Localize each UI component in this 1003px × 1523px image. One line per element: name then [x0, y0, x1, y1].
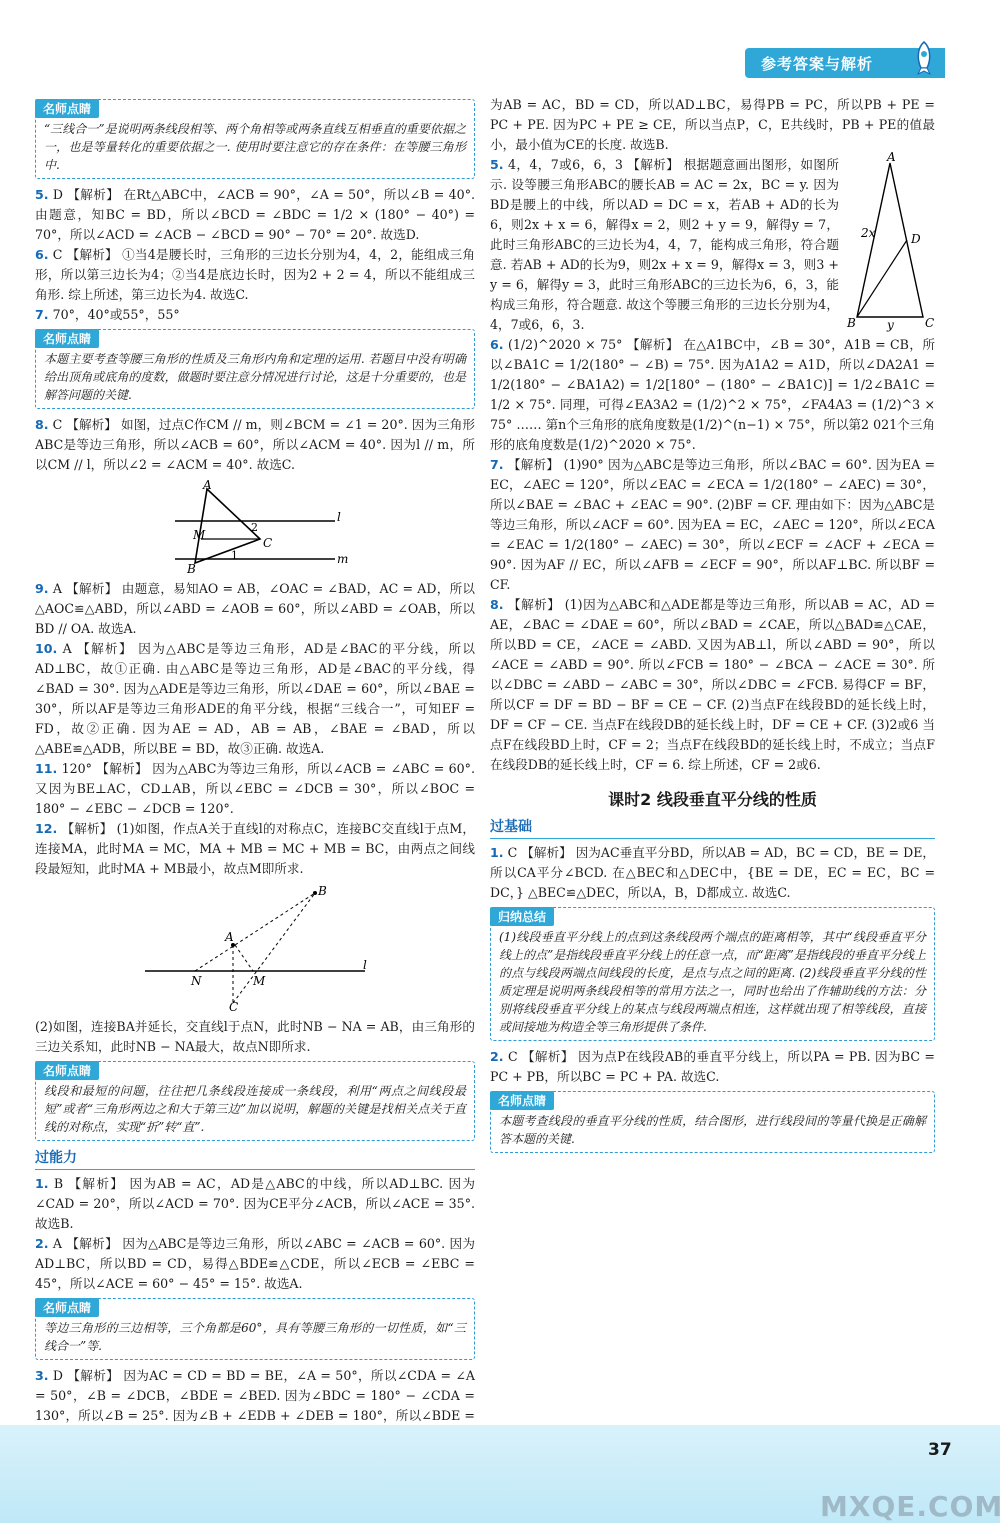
svg-text:B: B [318, 884, 327, 898]
header-bar [745, 48, 945, 78]
answer-c5-block [490, 150, 935, 335]
tip-text: 线段和最短的问题，往往把几条线段连接成一条线段，利用“两点之间线段最短”或者“三角形两边之和大于第三边”加以说明，解题的关键是找相关点关于直线的对称点，实现“折”转“直”. [44, 1084, 466, 1134]
svg-text:C: C [229, 1000, 239, 1014]
answer-9: 9. A 【解析】 由题意，易知AO = AB，∠OAC = ∠BAD，AC = AD，所以△AOC≌△ABD，所以∠ABD = ∠AOB = 60°，所以∠ABD = ∠OAB，所以BD // OA. 故选A. [35, 581, 475, 636]
lesson-title: 课时2 线段垂直平分线的性质 [608, 790, 817, 809]
answer-8: 8. C 【解析】 如图，过点C作CM // m，则∠BCM = ∠1 = 20°. 因为三角形ABC是等边三角形，所以∠ACB = 60°，所以∠ACM = 40°. 因为l // m，所以CM // l，所以∠2 = ∠ACM = 40°. 故选C. [35, 417, 475, 472]
tip-label: 名师点睛 [35, 99, 99, 118]
answer-c4-cont: 为AB = AC，BD = CD，所以AD⊥BC，易得PB = PC，所以PB + PE = PC + PE. 因为PC + PE ≥ CE，所以当点P，C，E共线时，PB + PE的值最小，最小值为CE的长度. 故选B. [490, 97, 935, 152]
answer-c2: 2. A 【解析】 因为△ABC是等边三角形，所以∠ABC = ∠ACB = 60°. 因为AD⊥BC，所以BD = CD，易得△BDE≌△CDE，所以∠ECB = ∠EBC = 45°，所以∠ACE = 60° − 45° = 15°. 故选A. [35, 1236, 475, 1291]
svg-text:C: C [925, 316, 935, 330]
summary-label: 归纳总结 [490, 907, 554, 926]
svg-text:A: A [203, 478, 212, 492]
tip-text: “三线合一”是说明两条线段相等、两个角相等或两条直线互相垂直的重要依据之一，也是等量转化的重要依据之一. 使用时要注意它的存在条件：在等腰三角形中. [44, 122, 466, 172]
answer-11: 11. 120° 【解析】 因为△ABC为等边三角形，所以∠ACB = ∠ABC = 60°. 又因为BE⊥AC，CD⊥AB，所以∠EBC = ∠DCB = 30°，所以∠BOC = 180° − ∠EBC − ∠DCB = 120°. [35, 761, 475, 816]
answer-5: 5. D 【解析】 在Rt△ABC中，∠ACB = 90°，∠A = 50°，所以∠B = 40°. 由题意，知BC = BD，所以∠BCD = ∠BDC = 1/2 × (180° − 40°) = 70°，所以∠ACD = ∠ACB − ∠BCD = 90° − 70° = 20°. 故选D. [35, 187, 475, 242]
svg-text:m: m [337, 552, 349, 566]
tip-label: 名师点睛 [490, 1091, 554, 1110]
answer-12b: (2)如图，连接BA并延长，交直线l于点N，此时NB − NA = AB，由三角形的三边关系知，此时NB − NA最大，故点N即所求. [35, 1019, 475, 1054]
tip-box-1 [35, 99, 475, 179]
answer-c7: 7. 【解析】 (1)90° 因为△ABC是等边三角形，所以∠BAC = 60°. 因为EA = EC，∠AEC = 120°，所以∠EAC = ∠ECA = 1/2(180° − ∠AEC) = 30°，所以∠BAE = ∠BAC + ∠EAC = 90°. (2)BF = CF. 理由如下：因为△ABC是等边三角形，所以∠ACF = 60°. 因为EA = EC，∠AEC = 120°，所以∠ECA = ∠EAC = 1/2(180° − ∠AEC) = 30°，所以∠ECF = ∠ACF + ∠ECA = 90°. 因为AF // EC，所以∠AFB = ∠ECF = 90°，所以AF⊥BC. 所以BF = CF. [490, 457, 935, 592]
tip-label: 名师点睛 [35, 1061, 99, 1080]
summary-text: (1)线段垂直平分线上的点到这条线段两个端点的距离相等，其中“线段垂直平分线上的点”是指线段垂直平分线上的任意一点，而“距离”是指线段的垂直平分线上的点与线段两端点间线段的长度，是点与点之间的距离. (2)线段垂直平分线的性质定理是说明两条线段相等的常用方法之一，同时也给出了作辅助线的方法：分别将线段垂直平分线上的某点与线段两端点相连，这样就出现了相等线段，直接或间接地为构造全等三角形提供了条件. [499, 930, 926, 1034]
summary-box [490, 907, 935, 1041]
svg-text:2: 2 [251, 521, 258, 534]
left-column [35, 95, 475, 1486]
svg-text:l: l [337, 510, 341, 524]
tip-box-4 [35, 1298, 475, 1360]
header-title: 参考答案与解析 [761, 55, 874, 73]
answer-c5: 5. 4，4，7或6，6，3 【解析】 根据题意画出图形，如图所示. 设等腰三角形ABC的腰长AB = AC = 2x，BC = y. 因为BD是腰上的中线，所以AD = DC = x，若AB + AD的长为6，则2x + x = 6，解得x = 2，则2 + y = 9，解得y = 7，此时三角形ABC的三边长为4，4，7，能构成三角形，符合题意. 若AB + AD的长为9，则2x + x = 9，解得x = 3，则3 + y = 6，解得y = 3，此时三角形ABC的三边长为6，6，3，能构成三角形，符合题意. 故这个等腰三角形的三边长分别为4，4，7或6，6，3. [490, 157, 839, 332]
tip-label: 名师点睛 [35, 329, 99, 348]
tip-box-3 [35, 1061, 475, 1141]
section-heading: 过基础 [490, 816, 935, 839]
svg-text:1: 1 [231, 549, 238, 562]
answer-c1: 1. B 【解析】 因为AB = AC，AD是△ABC的中线，所以AD⊥BC. 因为∠CAD = 20°，所以∠ACD = 70°. 因为CE平分∠ACB，所以∠ACE = 35°. 故选B. [35, 1176, 475, 1231]
tip-label: 名师点睛 [35, 1298, 99, 1317]
page-number: 37 [928, 1440, 952, 1460]
answer-d2: 2. C 【解析】 因为点P在线段AB的垂直平分线上，所以PA = PB. 因为BC = PC + PB，所以BC = PC + PA. 故选C. [490, 1049, 935, 1084]
svg-text:C: C [263, 536, 273, 550]
tip-text: 本题考查线段的垂直平分线的性质，结合图形，进行线段间的等量代换是正确解答本题的关键. [499, 1114, 926, 1146]
answer-c3: 3. D 【解析】 因为AC = CD = BD = BE，∠A = 50°，所以∠CDA = ∠A = 50°，∠B = ∠DCB，∠BDE = ∠BED. 因为∠BDC = 180° − ∠CDA = 130°，所以∠B = 25°. 因为∠B + ∠EDB + ∠DEB = 180°，所以∠BDE = [35, 1368, 475, 1423]
svg-text:2x: 2x [861, 226, 876, 240]
svg-text:D: D [911, 232, 921, 246]
answer-d1: 1. C 【解析】 因为AC垂直平分BD，所以AB = AD，BC = CD，BE = DE，所以CA平分∠BCD. 在△BEC和△DEC中，{BE = DE，EC = EC，BC = DC，} △BEC≌△DEC，所以A，B，D都成立. 故选C. [490, 845, 935, 900]
tip-box-2 [35, 329, 475, 409]
watermark: MXQE.COM [820, 1490, 1003, 1523]
svg-text:M: M [253, 974, 266, 988]
svg-text:M: M [193, 528, 206, 542]
svg-text:N: N [191, 974, 202, 988]
svg-text:y: y [887, 318, 894, 332]
answer-10: 10. A 【解析】 因为△ABC是等边三角形，AD是∠BAC的平分线，所以AD⊥BC，故①正确. 由△ABC是等边三角形，AD是∠BAC的平分线，得∠BAD = 30°. 因为△ADE是等边三角形，所以∠DAE = 60°，所以∠BAE = 30°，所以AF是等边三角形ADE的角平分线，根据“三线合一”，可知EF = FD，故②正确. 因为AE = AD，AB = AB，∠BAE = ∠BAD，所以△ABE≌△ADB，所以BE = BD，故③正确. 故选A. [35, 641, 475, 756]
tip-box-6 [490, 1091, 935, 1153]
figure-q8 [165, 478, 349, 576]
svg-text:l: l [363, 958, 367, 972]
svg-text:B: B [187, 562, 196, 576]
tip-text: 本题主要考查等腰三角形的性质及三角形内角和定理的运用. 若题目中没有明确给出顶角或底角的度数，做题时要注意分情况进行讨论，这是十分重要的，也是解答问题的关键. [44, 352, 466, 402]
answer-6: 6. C 【解析】 ①当4是腰长时，三角形的三边长分别为4，4，2，能组成三角形，所以第三边长为4；②当4是底边长时，因为2 + 2 = 4，所以不能组成三角形. 综上所述，第三边长为4. 故选C. [35, 247, 475, 302]
rocket-icon [909, 40, 939, 78]
figure-q12 [135, 883, 375, 1013]
svg-text:B: B [847, 316, 856, 330]
answer-c6: 6. (1/2)^2020 × 75° 【解析】 在△A1BC中，∠B = 30°，A1B = CB，所以∠BA1C = 1/2(180° − ∠B) = 75°. 因为A1A2 = A1D，所以∠DA2A1 = 1/2(180° − ∠BA1A2) = 1/2[180° − (180° − ∠BA1C)] = 1/2∠BA1C = 1/2 × 75°. 同理，可得∠EA3A2 = (1/2)^2 × 75°，∠FA4A3 = (1/2)^3 × 75° …… 第n个三角形的底角度数是(1/2)^(n−1) × 75°，所以第2 021个三角形的底角度数是(1/2)^2020 × 75°. [490, 337, 935, 452]
figure-c5 [845, 150, 935, 332]
right-column [490, 95, 935, 1159]
answer-12: 12. 【解析】 (1)如图，作点A关于直线l的对称点C，连接BC交直线l于点M，连接MA，此时MA = MC，MA + MB = MC + MB = BC，由两点之间线段最短知，此时MA + MB最小，故点M即所求. [35, 821, 475, 876]
answer-c8: 8. 【解析】 (1)因为△ABC和△ADE都是等边三角形，所以AB = AC，AD = AE，∠BAC = ∠DAE = 60°，所以∠BAD = ∠CAE，所以△BAD≌△CAE，所以BD = CE，∠ACE = ∠ABD. 又因为AB⊥l，所以∠ABD = 90°，所以∠ACE = ∠ABD = 90°. 所以∠FCB = 180° − ∠BCA − ∠ACE = 30°. 所以∠DBC = ∠ABD − ∠ABC = 30°，所以∠DBC = ∠FCB. 易得CF = BF，所以CF = DF = BD − BF = CE − CF. (2)当点F在线段BD的延长线上时，DF = CF − CE. 当点F在线段DB的延长线上时，DF = CE + CF. (3)2或6 当点F在线段BD上时，CF = 2；当点F在线段BD的延长线上时，不成立；当点F在线段DB的延长线上时，CF = 6. 综上所述，CF = 2或6. [490, 597, 936, 772]
svg-text:A: A [225, 930, 234, 944]
section-heading: 过能力 [35, 1147, 475, 1170]
answer-7: 7. 70°，40°或55°，55° [35, 307, 180, 322]
tip-text: 等边三角形的三边相等，三个角都是60°，具有等腰三角形的一切性质，如“三线合一”等. [44, 1321, 466, 1353]
svg-text:A: A [887, 150, 896, 164]
